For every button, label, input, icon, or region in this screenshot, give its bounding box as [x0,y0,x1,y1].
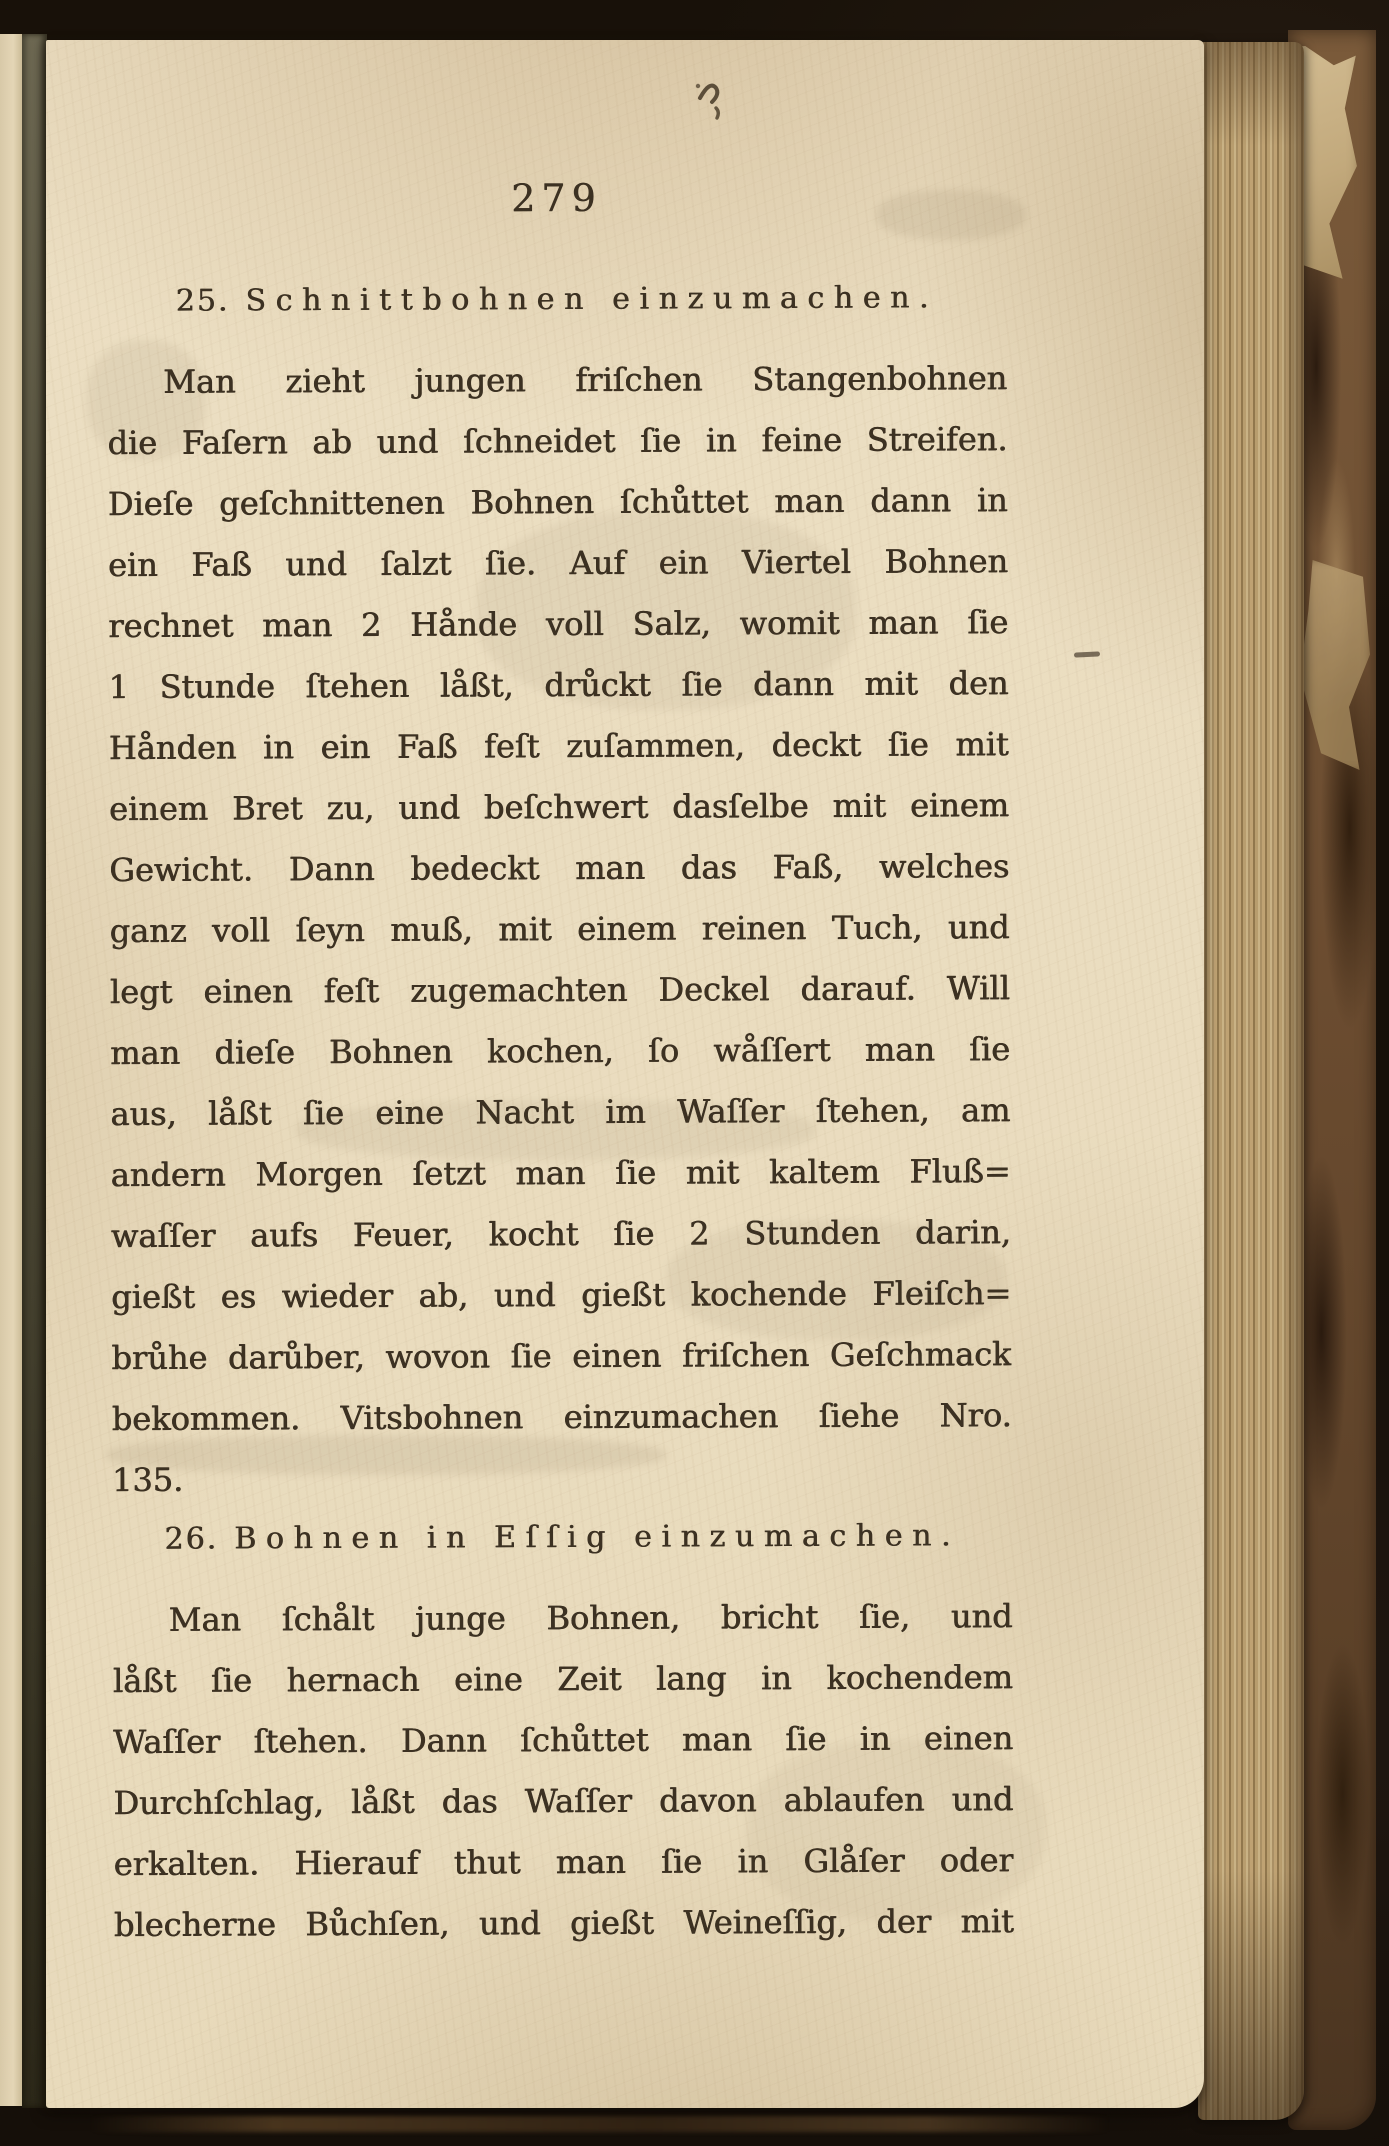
gutter-shadow [22,34,47,2108]
text-line: bekommen. Vitsbohnen einzumachen ſiehe Nro. [111,1396,1012,1438]
text-line: 135. [111,1460,184,1499]
text-line: ganz voll ſeyn muß, mit einem reinen Tuch, und [109,908,1010,950]
book-page [46,40,1204,2108]
text-line: Man zieht jungen friſchen Stangenbohnen [163,359,1008,401]
text-line: andern Morgen ſetzt man ſie mit kaltem Fluß= [110,1152,1011,1194]
text-line: waſſer aufs Feuer, kocht ſie 2 Stunden darin, [110,1213,1011,1255]
recipe-heading [107,266,1007,334]
text-line: aus, låßt ſie eine Nacht im Waſſer ſtehen, am [110,1091,1011,1133]
text-line: gießt es wieder ab, und gießt kochende Fleiſch= [111,1274,1012,1316]
text-line: ein Faß und ſalzt ſie. Auf ein Viertel Bohnen [107,542,1008,584]
text-line: erkalten. Hierauf thut man ſie in Glåſer oder [113,1841,1014,1883]
recipe-heading [112,1504,1012,1572]
bottom-board-glint [90,2116,1110,2132]
text-line: Durchſchlag, låßt das Waſſer davon ablaufen und [113,1780,1014,1822]
recipe-section [107,266,1012,1511]
facing-page-sliver [0,34,22,2106]
text-line: brůhe darůber, wovon ſie einen friſchen Geſchmack [111,1335,1012,1377]
book-fore-edge [1198,42,1304,2120]
text-line: 1 Stunde ſtehen låßt, drůckt ſie dann mit den [108,664,1009,706]
text-line: Waſſer ſtehen. Dann ſchůttet man ſie in einen [112,1719,1014,1761]
text-line: Hånden in ein Faß feſt zuſammen, deckt ſie mit [108,725,1009,767]
text-line: Dieſe geſchnittenen Bohnen ſchůttet man dann in [107,481,1008,523]
recipe-number: 25. [175,283,230,319]
page-number: 279 [510,175,602,221]
text-line: blecherne Bůchſen, und gießt Weineſſig, der mit [113,1902,1014,1944]
recipe-number: 26. [164,1521,219,1557]
stray-dash-mark [1074,651,1100,657]
recipe-section [112,1504,1014,1956]
recipe-title: Schnittbohnen einzumachen. [245,280,939,319]
text-block [106,38,1015,2042]
text-line: rechnet man 2 Hånde voll Salz, womit man ſie [108,603,1009,645]
text-line: einem Bret zu, und beſchwert dasſelbe mit einem [108,786,1010,828]
text-line: die Faſern ab und ſchneidet ſie in feine Streifen. [107,420,1008,462]
text-line: Man ſchålt junge Bohnen, bricht ſie, und [168,1597,1013,1639]
text-line: legt einen feſt zugemachten Deckel darauf. Will [109,969,1010,1011]
recipe-title: Bohnen in Eſſig einzumachen. [233,1518,961,1557]
text-line: man dieſe Bohnen kochen, ſo wåſſert man ſie [109,1030,1011,1072]
text-line: låßt ſie hernach eine Zeit lang in kochendem [112,1658,1013,1700]
text-line: Gewicht. Dann bedeckt man das Faß, welches [109,847,1010,889]
